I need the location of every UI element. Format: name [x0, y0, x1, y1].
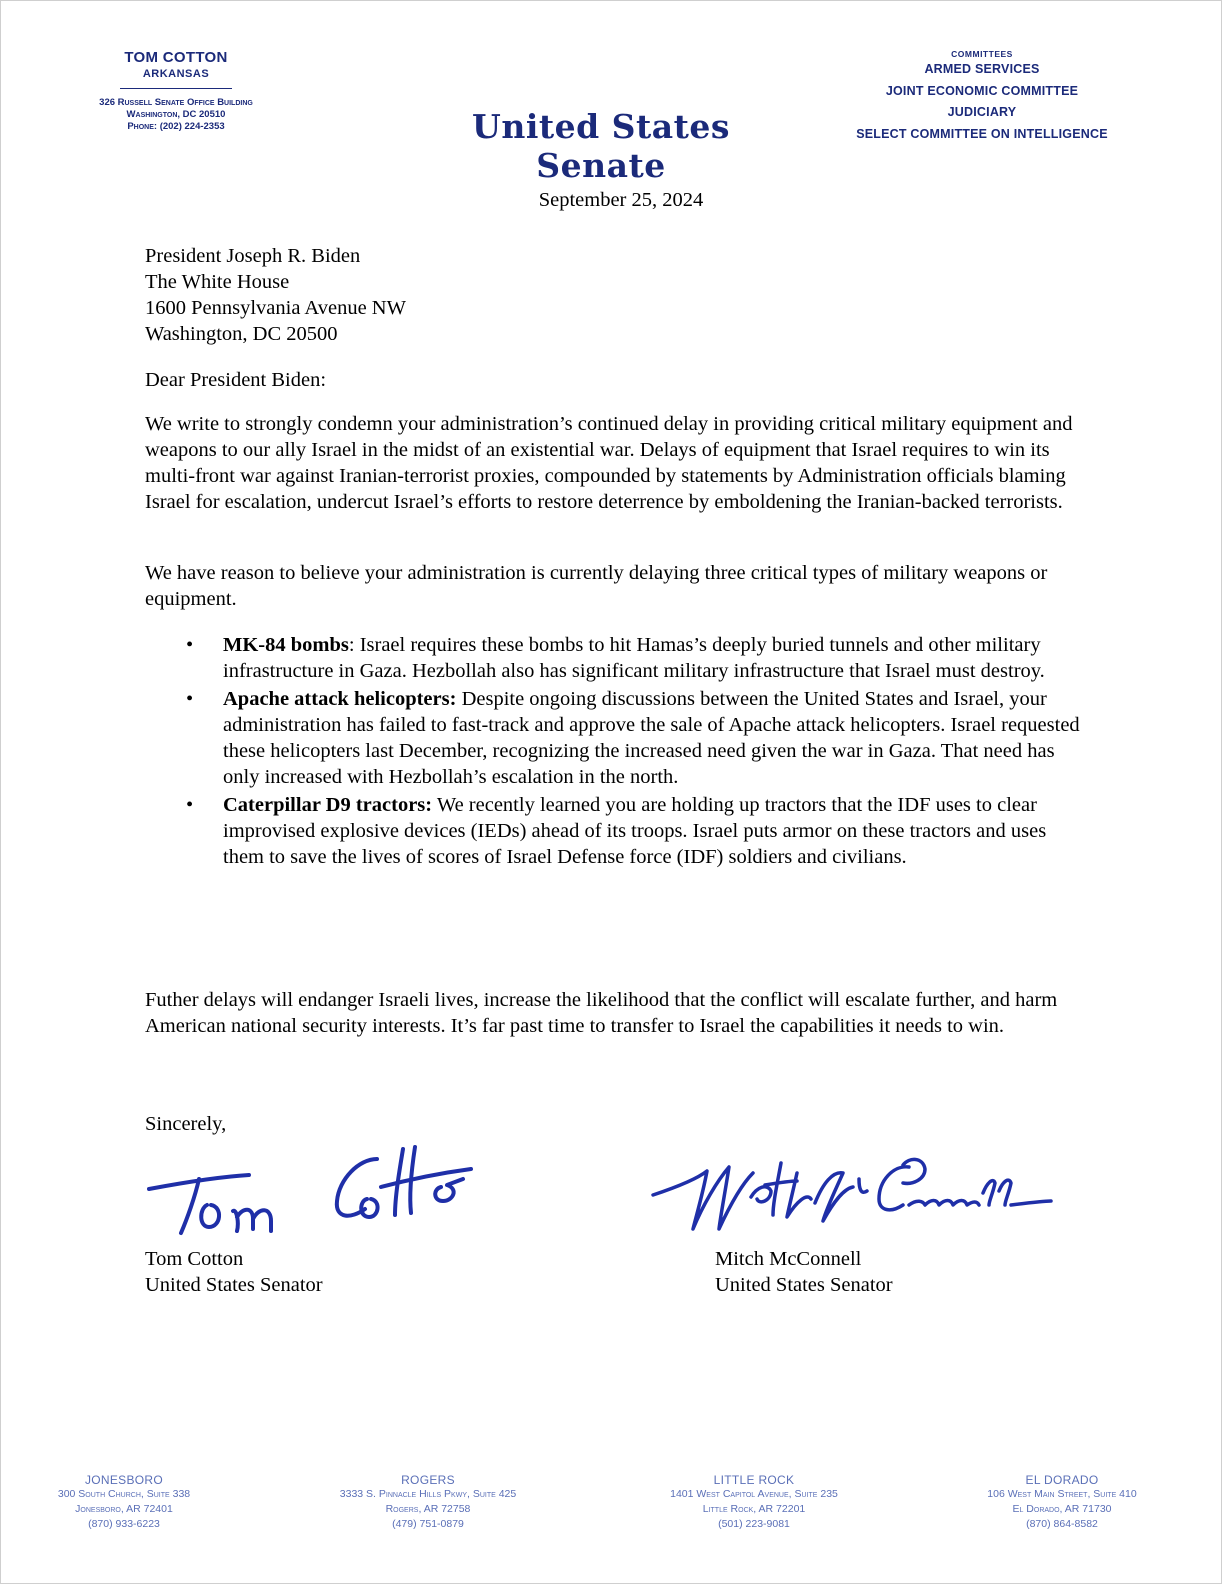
office-city: LITTLE ROCK [713, 1473, 795, 1487]
bullet-separator: : [348, 634, 360, 656]
paragraph-condemnation: We write to strongly condemn your administration’s continued delay in providing critical military equipment and weapons to our ally Israel in the midst of an existential war. Delays of equipment that Israel requires to win its multi-front war against Iranian-terrorist proxies, compounded by statements by Administration officials blaming Israel for escalation, undercut Israel’s efforts to restore deterrence by emboldening the Iranian-backed terrorists. [145, 413, 1073, 513]
recipient-line: Washington, DC 20500 [145, 323, 338, 345]
recipient-line: The White House [145, 271, 290, 293]
office-line: El Dorado, AR 71730 [1012, 1503, 1112, 1515]
signatory-block [715, 1246, 893, 1298]
bullet-icon: • [186, 634, 194, 656]
footer-office-little-rock [639, 1473, 869, 1532]
office-line: 1401 West Capitol Avenue, Suite 235 [670, 1488, 838, 1500]
bullet-title: Apache attack helicopters: [223, 688, 457, 710]
committee-item: ARMED SERVICES [924, 62, 1040, 76]
footer-office-rogers [313, 1473, 543, 1532]
office-line: Rogers, AR 72758 [385, 1503, 471, 1515]
letterhead-senator-block [61, 49, 291, 133]
paragraph-delays-intro: We have reason to believe your administration is currently delaying three critical types of military weapons or equipment. [145, 562, 1048, 610]
recipient-line: President Joseph R. Biden [145, 245, 361, 267]
bullet-text: Israel requires these bombs to hit Hamas’s deeply buried tunnels and other military infrastructure in Gaza. Hezbollah also has significant military infrastructure that Israel must destroy. [223, 634, 1045, 682]
signatory-name: Tom Cotton [145, 1248, 244, 1270]
senator-name: TOM COTTON [124, 49, 228, 66]
bullet-text: Despite ongoing discussions between the United States and Israel, your administration has failed to fast-track and approve the sale of Apache attack helicopters. Israel requested these helicopters last December, recognizing the increased need given the war in Gaza. That need has only increased with Hezbollah’s escalation in the north. [223, 688, 1080, 788]
office-line: Little Rock, AR 72201 [702, 1503, 806, 1515]
footer-office-el-dorado [947, 1473, 1177, 1532]
bullet-title: Caterpillar D9 tractors: [223, 794, 433, 816]
office-line: Jonesboro, AR 72401 [75, 1503, 173, 1515]
senate-wordmark: United States Senate [472, 107, 730, 185]
office-city: JONESBORO [84, 1473, 164, 1487]
office-line: (870) 864-8582 [1026, 1518, 1098, 1530]
senator-state: ARKANSAS [142, 68, 210, 80]
signatory-title: United States Senator [145, 1274, 323, 1296]
salutation: Dear President Biden: [145, 369, 327, 391]
bullet-icon: • [186, 688, 194, 710]
office-address-line: Phone: (202) 224-2353 [127, 121, 225, 132]
bullet-title: MK-84 bombs [223, 634, 349, 656]
signatory-title: United States Senator [715, 1274, 893, 1296]
closing: Sincerely, [145, 1113, 227, 1135]
letterhead-divider [120, 88, 232, 89]
letterhead-committees-block [837, 49, 1127, 145]
list-item [183, 686, 1083, 790]
office-line: (870) 933-6223 [88, 1518, 160, 1530]
office-line: (501) 223-9081 [718, 1518, 790, 1530]
signatory-name: Mitch McConnell [715, 1248, 862, 1270]
signatory-block [145, 1246, 323, 1298]
weapons-list [183, 632, 1083, 872]
office-address-line: 326 Russell Senate Office Building [99, 97, 253, 108]
committee-item: JUDICIARY [947, 105, 1017, 119]
office-address-line: Washington, DC 20510 [126, 109, 226, 120]
office-city: ROGERS [401, 1473, 455, 1487]
committee-item: JOINT ECONOMIC COMMITTEE [885, 83, 1079, 98]
letter-date: September 25, 2024 [538, 189, 704, 211]
office-line: (479) 751-0879 [392, 1518, 464, 1530]
paragraph-conclusion: Futher delays will endanger Israeli lives, increase the likelihood that the conflict will escalate further, and harm American national security interests. It’s far past time to transfer to Israel the capabilities it needs to win. [145, 989, 1058, 1037]
office-city: EL DORADO [1025, 1473, 1099, 1487]
committee-item: SELECT COMMITTEE ON INTELLIGENCE [856, 126, 1108, 141]
office-line: 300 South Church, Suite 338 [57, 1488, 191, 1500]
office-line: 106 West Main Street, Suite 410 [987, 1488, 1137, 1500]
footer-office-jonesboro [9, 1473, 239, 1532]
signature-mitch-mcconnell [647, 1143, 1057, 1243]
recipient-line: 1600 Pennsylvania Avenue NW [145, 297, 406, 319]
signature-tom-cotton [141, 1139, 481, 1239]
recipient-address [145, 243, 1075, 347]
bullet-text: We recently learned you are holding up tractors that the IDF uses to clear improvised explosive devices (IEDs) ahead of its troops. Israel puts armor on these tractors and uses them to save the lives of scores of Israel Defense force (IDF) soldiers and civilians. [223, 794, 1047, 868]
list-item [183, 632, 1083, 684]
list-item [183, 792, 1083, 870]
office-line: 3333 S. Pinnacle Hills Pkwy, Suite 425 [339, 1488, 517, 1500]
committees-label: COMMITTEES [951, 49, 1013, 59]
bullet-icon: • [186, 794, 194, 816]
